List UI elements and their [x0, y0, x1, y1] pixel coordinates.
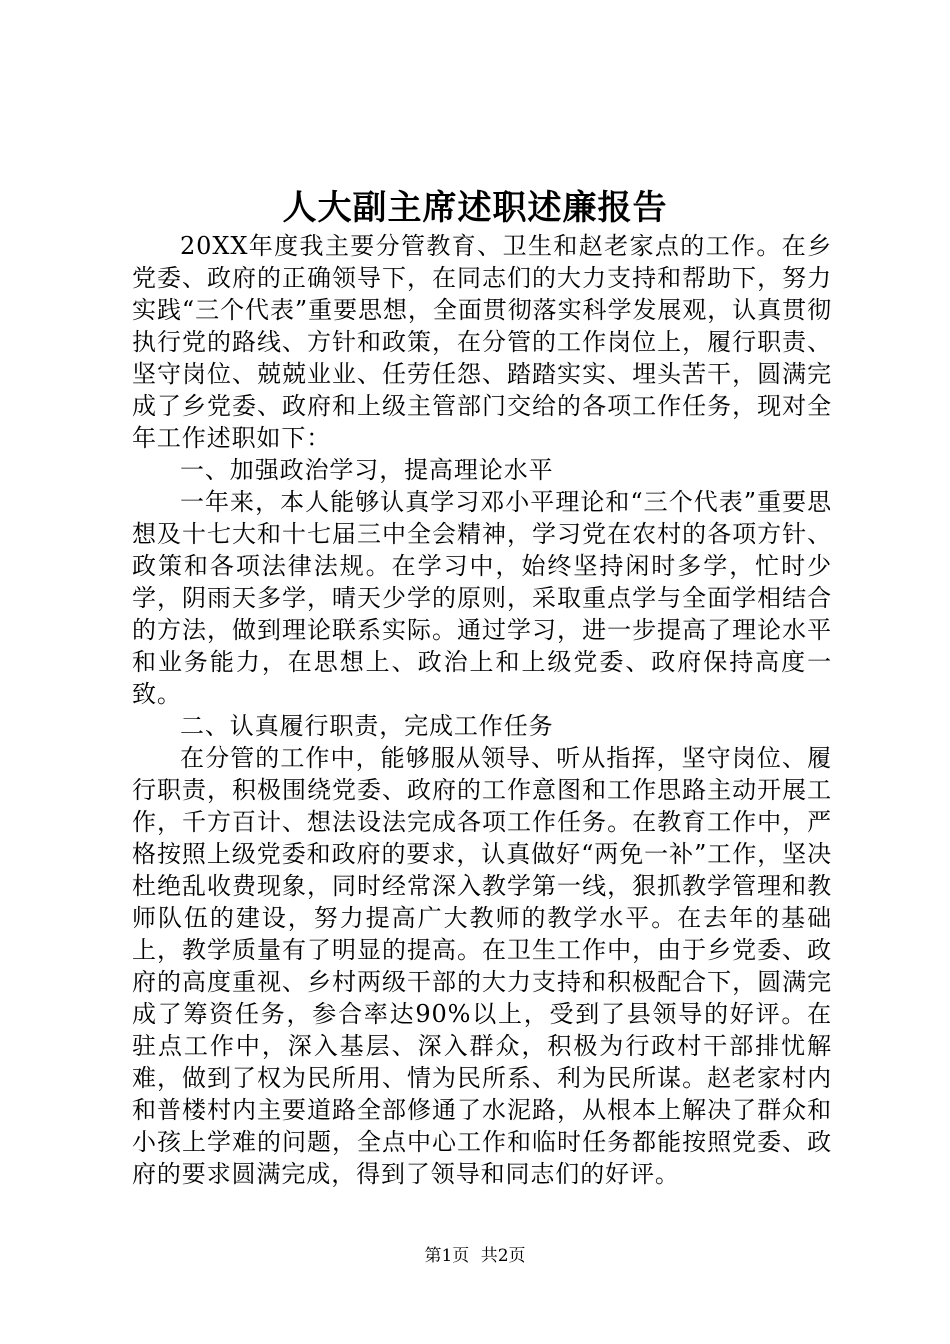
section-heading-1: 一、加强政治学习，提高理论水平	[180, 456, 554, 484]
page-footer	[0, 1244, 950, 1268]
intro-paragraph: 20XX年度我主要分管教育、卫生和赵老家点的工作。在乡党委、政府的正确领导下，在同志们的大力支持和帮助下，努力实践“三个代表”重要思想，全面贯彻落实科学发展观，认真贯彻执行党的路线、方针和政策，在分管的工作岗位上，履行职责、坚守岗位、兢兢业业、任劳任怨、踏踏实实、埋头苦干，圆满完成了乡党委、政府和上级主管部门交给的各项工作任务，现对全年工作述职如下：	[132, 232, 832, 452]
document-body	[132, 230, 832, 1190]
section-1-paragraph: 一年来，本人能够认真学习邓小平理论和“三个代表”重要思想及十七大和十七届三中全会精神，学习党在农村的各项方针、政策和各项法律法规。在学习中，始终坚持闲时多学，忙时少学，阴雨天多学，晴天少学的原则，采取重点学与全面学相结合的方法，做到理论联系实际。通过学习，进一步提高了理论水平和业务能力，在思想上、政治上和上级党委、政府保持高度一致。	[132, 488, 832, 708]
page-title: 人大副主席述职述廉报告	[282, 188, 668, 228]
page-number-total: 共2页	[480, 1246, 526, 1266]
section-heading-2: 二、认真履行职责，完成工作任务	[180, 712, 554, 740]
page-number-current: 第1页	[424, 1246, 470, 1266]
section-2-paragraph: 在分管的工作中，能够服从领导、听从指挥，坚守岗位、履行职责，积极围绕党委、政府的工作意图和工作思路主动开展工作，千方百计、想法设法完成各项工作任务。在教育工作中，严格按照上级党委和政府的要求，认真做好“两免一补”工作，坚决杜绝乱收费现象，同时经常深入教学第一线，狠抓教学管理和教师队伍的建设，努力提高广大教师的教学水平。在去年的基础上，教学质量有了明显的提高。在卫生工作中，由于乡党委、政府的高度重视、乡村两级干部的大力支持和积极配合下，圆满完成了筹资任务，参合率达90%以上，受到了县领导的好评。在驻点工作中，深入基层、深入群众，积极为行政村干部排忧解难，做到了权为民所用、情为民所系、利为民所谋。赵老家村内和普楼村内主要道路全部修通了水泥路，从根本上解决了群众和小孩上学难的问题，全点中心工作和临时任务都能按照党委、政府的要求圆满完成，得到了领导和同志们的好评。	[132, 744, 832, 1188]
